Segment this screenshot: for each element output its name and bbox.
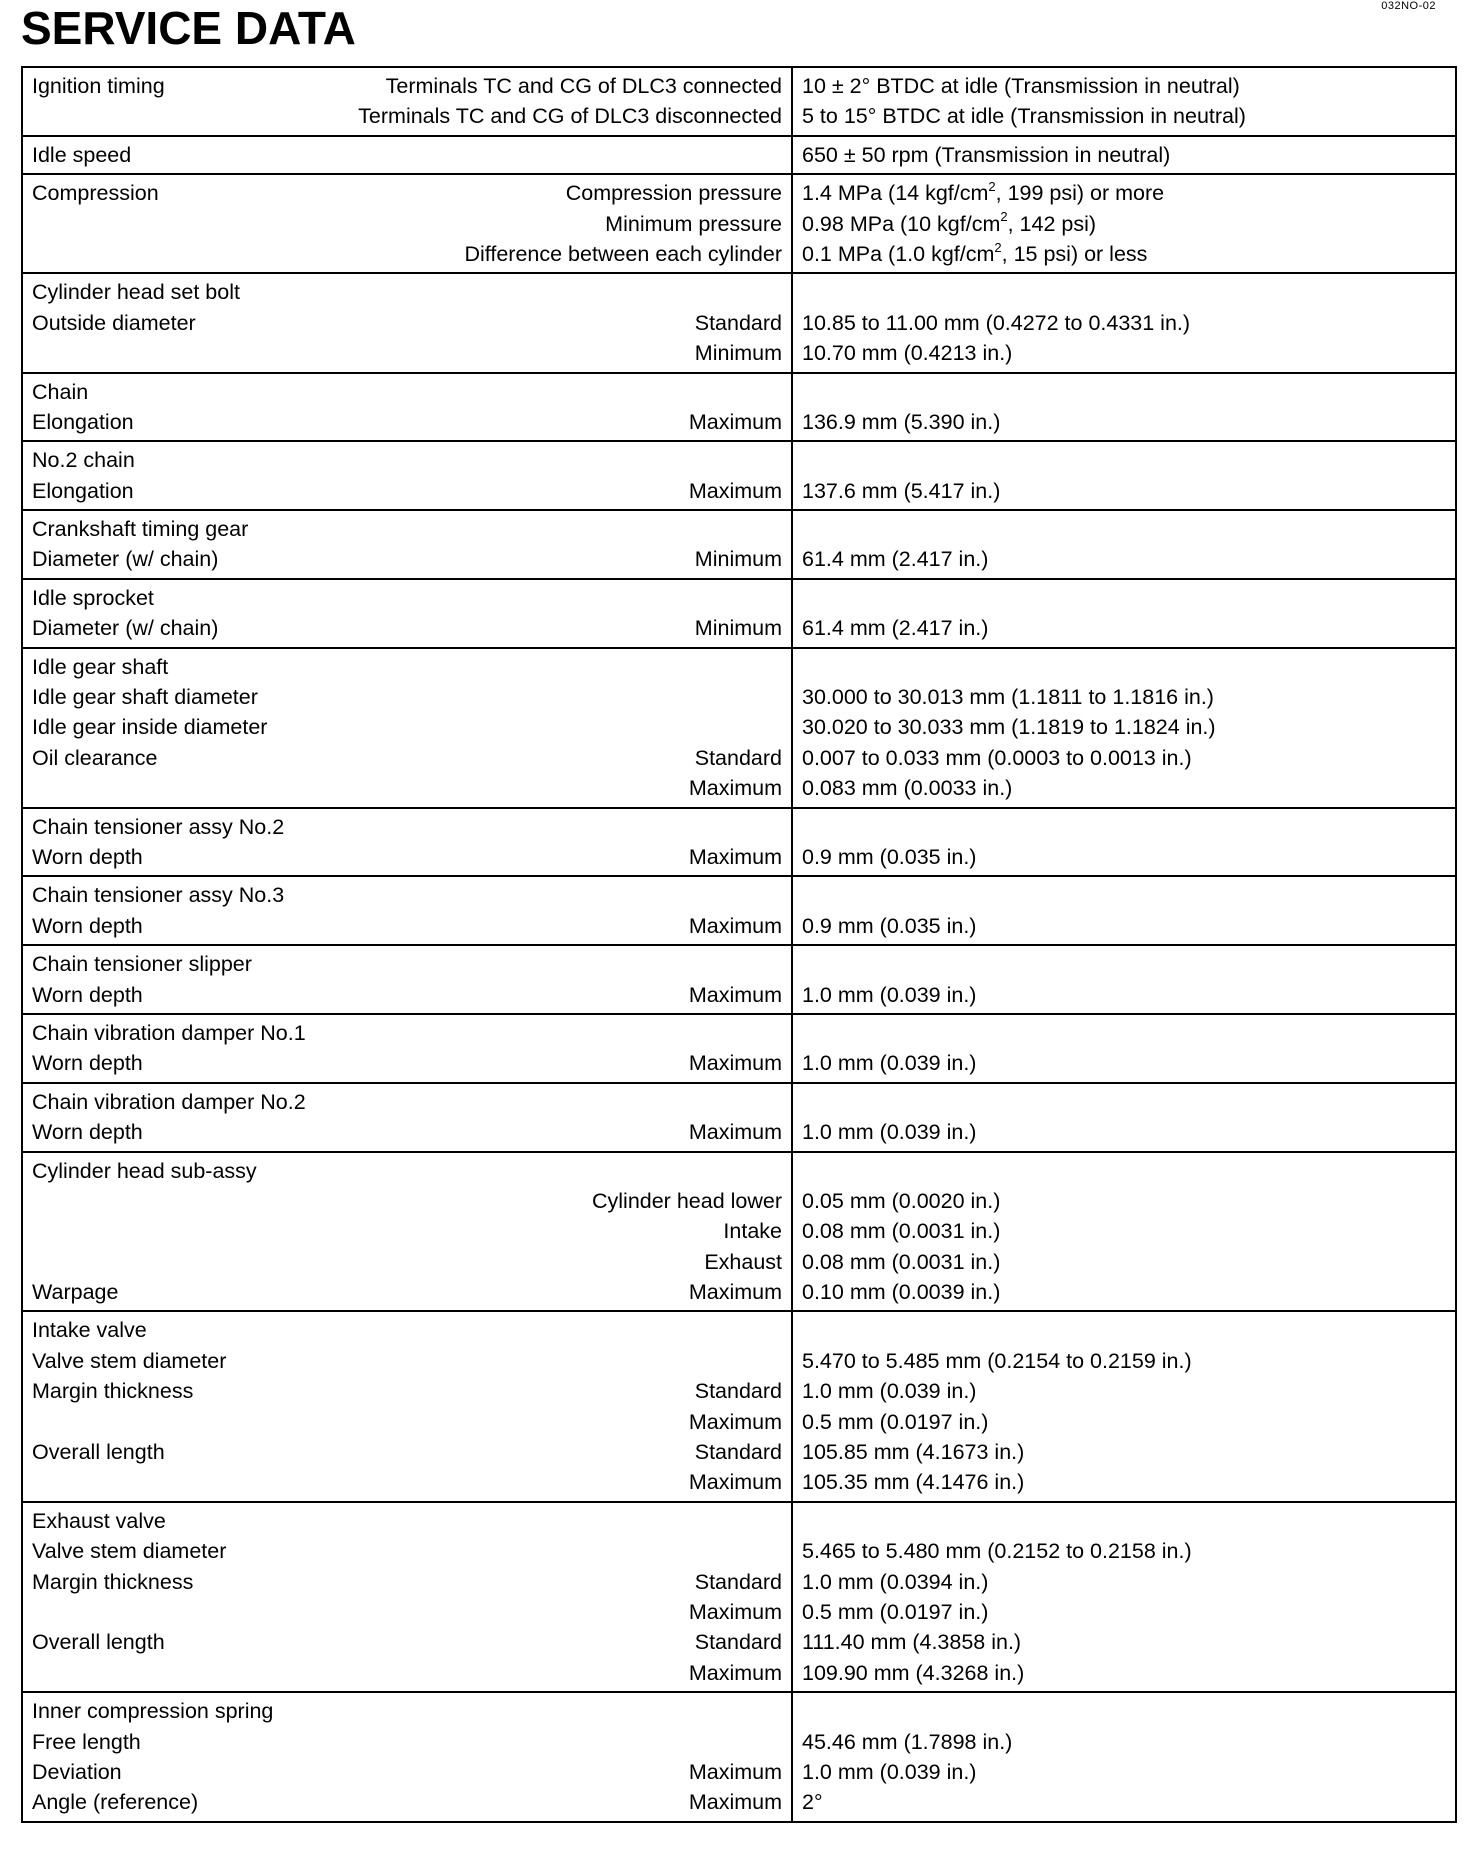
spec-label: Chain (32, 379, 89, 404)
spec-value: 0.9 mm (0.035 in.) (802, 844, 977, 869)
spec-condition: Maximum (688, 1599, 782, 1624)
spec-line (32, 209, 782, 239)
spec-item-cell (22, 808, 792, 877)
spec-condition: Standard (694, 1630, 782, 1655)
spec-value: 111.40 mm (4.3858 in.) (802, 1630, 1022, 1655)
spec-item-cell (22, 1502, 792, 1692)
spec-condition: Maximum (688, 409, 782, 434)
spec-line (32, 1597, 782, 1627)
spec-row (22, 1692, 1456, 1822)
spec-label: Idle gear shaft diameter (32, 685, 258, 710)
spec-line (32, 1757, 782, 1787)
spec-label: Worn depth (32, 982, 143, 1007)
spec-item-cell (22, 1692, 792, 1822)
spec-condition: Maximum (688, 1409, 782, 1434)
spec-value (802, 1315, 1446, 1345)
spec-line (32, 178, 782, 208)
spec-row (22, 1014, 1456, 1083)
spec-condition: Terminals TC and CG of DLC3 connected (385, 74, 782, 98)
spec-condition: Maximum (688, 1120, 782, 1145)
spec-line (32, 1376, 782, 1406)
spec-value (802, 1696, 1446, 1726)
spec-value (802, 652, 1446, 682)
spec-item-cell (22, 510, 792, 579)
spec-label: Overall length (32, 1440, 165, 1465)
spec-label: Intake valve (32, 1318, 147, 1343)
spec-value (802, 949, 1446, 979)
spec-value-cell (792, 1311, 1456, 1501)
spec-condition: Minimum (694, 616, 782, 641)
spec-condition: Maximum (688, 844, 782, 869)
spec-row (22, 510, 1456, 579)
spec-item-cell (22, 1083, 792, 1152)
spec-line (32, 101, 782, 131)
spec-line (32, 880, 782, 910)
spec-line (32, 1087, 782, 1117)
spec-label: Idle sprocket (32, 585, 154, 610)
spec-line (32, 1018, 782, 1048)
spec-label: Chain vibration damper No.2 (32, 1089, 306, 1114)
spec-item-cell (22, 945, 792, 1014)
spec-label: Valve stem diameter (32, 1348, 227, 1373)
spec-condition: Intake (723, 1219, 782, 1244)
spec-row (22, 648, 1456, 808)
spec-value-cell (792, 1692, 1456, 1822)
spec-item-cell (22, 67, 792, 136)
spec-condition: Maximum (688, 1660, 782, 1685)
spec-condition: Maximum (688, 1051, 782, 1076)
spec-label: Worn depth (32, 844, 143, 869)
spec-value-cell (792, 1083, 1456, 1152)
spec-condition: Maximum (688, 913, 782, 938)
spec-row (22, 1502, 1456, 1692)
spec-value: 105.85 mm (4.1673 in.) (802, 1440, 1025, 1465)
spec-line (32, 1467, 782, 1497)
spec-label: Outside diameter (32, 310, 196, 335)
spec-item-cell (22, 273, 792, 372)
spec-label: Cylinder head sub-assy (32, 1158, 257, 1183)
spec-value (802, 1018, 1446, 1048)
spec-value-cell (792, 808, 1456, 877)
spec-condition: Standard (694, 310, 782, 335)
spec-value: 0.08 mm (0.0031 in.) (802, 1249, 1001, 1274)
spec-row (22, 1311, 1456, 1501)
spec-value: 0.5 mm (0.0197 in.) (802, 1409, 989, 1434)
spec-item-cell (22, 1014, 792, 1083)
spec-value (802, 1156, 1446, 1186)
spec-value: 5 to 15° BTDC at idle (Transmission in neutral) (802, 104, 1246, 129)
spec-label: Overall length (32, 1630, 165, 1655)
spec-value (802, 445, 1446, 475)
spec-row (22, 1083, 1456, 1152)
spec-line (32, 239, 782, 269)
spec-value-cell (792, 441, 1456, 510)
spec-value: 1.0 mm (0.039 in.) (802, 982, 977, 1007)
spec-value-cell (792, 136, 1456, 174)
spec-label: Chain tensioner slipper (32, 952, 252, 977)
spec-value: 0.10 mm (0.0039 in.) (802, 1280, 1001, 1305)
spec-line (32, 1048, 782, 1078)
spec-condition: Minimum (694, 341, 782, 366)
spec-line (32, 1277, 782, 1307)
spec-line (32, 1506, 782, 1536)
spec-line (32, 71, 782, 101)
spec-label: Angle (reference) (32, 1790, 199, 1815)
spec-label: Idle speed (32, 142, 132, 167)
spec-line (32, 277, 782, 307)
spec-condition: Terminals TC and CG of DLC3 disconnected (358, 104, 782, 129)
spec-condition: Minimum pressure (605, 211, 782, 236)
spec-value: 10.85 to 11.00 mm (0.4272 to 0.4331 in.) (802, 310, 1191, 335)
spec-line (32, 338, 782, 368)
spec-line (32, 712, 782, 742)
spec-value: 1.0 mm (0.039 in.) (802, 1379, 977, 1404)
spec-value-cell (792, 876, 1456, 945)
spec-value: 1.0 mm (0.039 in.) (802, 1051, 977, 1076)
spec-line (32, 377, 782, 407)
spec-row (22, 945, 1456, 1014)
spec-value: 0.5 mm (0.0197 in.) (802, 1599, 989, 1624)
spec-value-cell (792, 510, 1456, 579)
spec-label: Ignition timing (32, 74, 165, 98)
spec-item-cell (22, 579, 792, 648)
spec-value (802, 812, 1446, 842)
spec-line (32, 514, 782, 544)
spec-value: 2° (802, 1790, 823, 1815)
spec-line (32, 1156, 782, 1186)
superscript: 2 (1000, 209, 1008, 225)
spec-row (22, 808, 1456, 877)
spec-condition: Minimum (694, 547, 782, 572)
spec-label: Diameter (w/ chain) (32, 547, 219, 572)
spec-label: Margin thickness (32, 1379, 194, 1404)
spec-line (32, 1727, 782, 1757)
spec-label: Crankshaft timing gear (32, 517, 249, 542)
spec-line (32, 842, 782, 872)
spec-line (32, 911, 782, 941)
spec-value-cell (792, 1152, 1456, 1312)
spec-line (32, 773, 782, 803)
spec-row (22, 373, 1456, 442)
spec-value-cell (792, 174, 1456, 273)
spec-line (32, 1216, 782, 1246)
spec-value: 61.4 mm (2.417 in.) (802, 616, 989, 641)
spec-line (32, 682, 782, 712)
spec-value-cell (792, 1502, 1456, 1692)
spec-condition: Maximum (688, 982, 782, 1007)
spec-value: 0.007 to 0.033 mm (0.0003 to 0.0013 in.) (802, 745, 1192, 770)
spec-line (32, 1567, 782, 1597)
spec-item-cell (22, 1152, 792, 1312)
spec-line (32, 1627, 782, 1657)
spec-label: Inner compression spring (32, 1699, 274, 1724)
superscript: 2 (988, 179, 996, 195)
spec-condition: Exhaust (704, 1249, 782, 1274)
spec-row (22, 273, 1456, 372)
spec-condition: Maximum (688, 1280, 782, 1305)
spec-value (802, 1506, 1446, 1536)
spec-line (32, 1407, 782, 1437)
service-data-table (21, 66, 1457, 1823)
spec-item-cell (22, 373, 792, 442)
spec-value-cell (792, 1014, 1456, 1083)
spec-line (32, 1658, 782, 1688)
spec-value: 105.35 mm (4.1476 in.) (802, 1470, 1025, 1495)
spec-value: 0.083 mm (0.0033 in.) (802, 776, 1013, 801)
spec-label: No.2 chain (32, 448, 135, 473)
spec-value: 650 ± 50 rpm (Transmission in neutral) (802, 142, 1171, 167)
spec-line (32, 1315, 782, 1345)
spec-row (22, 441, 1456, 510)
spec-condition: Standard (694, 1569, 782, 1594)
spec-line (32, 949, 782, 979)
spec-value: 61.4 mm (2.417 in.) (802, 547, 989, 572)
spec-item-cell (22, 1311, 792, 1501)
spec-line (32, 980, 782, 1010)
spec-label: Exhaust valve (32, 1508, 166, 1533)
spec-line (32, 1536, 782, 1566)
spec-condition: Maximum (688, 1470, 782, 1495)
spec-value: 136.9 mm (5.390 in.) (802, 409, 1001, 434)
service-data-body (22, 67, 1456, 1822)
spec-label: Chain tensioner assy No.2 (32, 814, 285, 839)
spec-value-cell (792, 579, 1456, 648)
superscript: 2 (994, 239, 1002, 255)
spec-label: Margin thickness (32, 1569, 194, 1594)
spec-label: Worn depth (32, 1051, 143, 1076)
spec-value: 137.6 mm (5.417 in.) (802, 478, 1001, 503)
spec-value: 0.98 MPa (10 kgf/$cm^2$, 142 psi) (802, 209, 1097, 236)
spec-line (32, 445, 782, 475)
spec-label: Deviation (32, 1759, 122, 1784)
spec-label: Idle gear shaft (32, 654, 169, 679)
spec-value: 109.90 mm (4.3268 in.) (802, 1660, 1025, 1685)
spec-line (32, 652, 782, 682)
spec-row (22, 876, 1456, 945)
spec-row (22, 136, 1456, 174)
document-code: 032NO-02 (1381, 0, 1436, 12)
spec-line (32, 140, 782, 170)
spec-label: Valve stem diameter (32, 1539, 227, 1564)
spec-condition: Maximum (688, 1759, 782, 1784)
spec-value: 10.70 mm (0.4213 in.) (802, 341, 1013, 366)
spec-label: Diameter (w/ chain) (32, 616, 219, 641)
spec-row (22, 67, 1456, 136)
spec-label: Worn depth (32, 1120, 143, 1145)
spec-value-cell (792, 648, 1456, 808)
spec-condition: Standard (694, 1379, 782, 1404)
spec-row (22, 579, 1456, 648)
spec-line (32, 407, 782, 437)
spec-line (32, 743, 782, 773)
spec-line (32, 308, 782, 338)
spec-value: 45.46 mm (1.7898 in.) (802, 1729, 1013, 1754)
spec-value: 1.0 mm (0.0394 in.) (802, 1569, 989, 1594)
spec-condition: Maximum (688, 776, 782, 801)
spec-value: 0.08 mm (0.0031 in.) (802, 1219, 1001, 1244)
spec-line (32, 1437, 782, 1467)
spec-line (32, 1186, 782, 1216)
spec-line (32, 1247, 782, 1277)
spec-condition: Cylinder head lower (591, 1188, 782, 1213)
spec-item-cell (22, 876, 792, 945)
spec-value: 1.0 mm (0.039 in.) (802, 1120, 977, 1145)
spec-value-cell (792, 945, 1456, 1014)
spec-line (32, 544, 782, 574)
spec-line (32, 476, 782, 506)
spec-line (32, 1696, 782, 1726)
spec-line (32, 613, 782, 643)
spec-label: Free length (32, 1729, 141, 1754)
spec-value-cell (792, 67, 1456, 136)
spec-label: Elongation (32, 478, 134, 503)
spec-label: Cylinder head set bolt (32, 280, 240, 305)
spec-value-cell (792, 273, 1456, 372)
spec-value: 30.020 to 30.033 mm (1.1819 to 1.1824 in.) (802, 715, 1216, 740)
spec-label: Worn depth (32, 913, 143, 938)
spec-item-cell (22, 648, 792, 808)
spec-label: Elongation (32, 409, 134, 434)
spec-item-cell (22, 174, 792, 273)
spec-condition: Compression pressure (565, 181, 782, 206)
spec-condition: Maximum (688, 478, 782, 503)
spec-line (32, 583, 782, 613)
spec-value (802, 1087, 1446, 1117)
spec-label: Chain vibration damper No.1 (32, 1020, 306, 1045)
spec-label: Chain tensioner assy No.3 (32, 883, 285, 908)
spec-value (802, 377, 1446, 407)
spec-value: 5.465 to 5.480 mm (0.2152 to 0.2158 in.) (802, 1539, 1192, 1564)
spec-value: 0.1 MPa (1.0 kgf/$cm^2$, 15 psi) or less (802, 239, 1148, 266)
spec-row (22, 174, 1456, 273)
spec-line (32, 812, 782, 842)
spec-value (802, 880, 1446, 910)
spec-value: 5.470 to 5.485 mm (0.2154 to 0.2159 in.) (802, 1348, 1192, 1373)
spec-label: Idle gear inside diameter (32, 715, 268, 740)
spec-line (32, 1787, 782, 1817)
spec-value-cell (792, 373, 1456, 442)
spec-condition: Standard (694, 1440, 782, 1465)
spec-label: Compression (32, 181, 159, 206)
spec-value: 10 ± 2° BTDC at idle (Transmission in neutral) (802, 74, 1240, 98)
spec-row (22, 1152, 1456, 1312)
spec-line (32, 1117, 782, 1147)
spec-value: 30.000 to 30.013 mm (1.1811 to 1.1816 in.) (802, 685, 1214, 710)
spec-line (32, 1346, 782, 1376)
spec-value: 1.4 MPa (14 kgf/$cm^2$, 199 psi) or more (802, 179, 1165, 206)
spec-condition: Maximum (688, 1790, 782, 1815)
spec-value (802, 583, 1446, 613)
spec-value: 1.0 mm (0.039 in.) (802, 1759, 977, 1784)
spec-label: Oil clearance (32, 745, 158, 770)
spec-label: Warpage (32, 1280, 119, 1305)
spec-value (802, 514, 1446, 544)
spec-item-cell (22, 136, 792, 174)
page-title: SERVICE DATA (21, 2, 356, 54)
spec-condition: Difference between each cylinder (464, 241, 782, 266)
spec-value: 0.9 mm (0.035 in.) (802, 913, 977, 938)
spec-value: 0.05 mm (0.0020 in.) (802, 1188, 1001, 1213)
spec-value (802, 277, 1446, 307)
spec-item-cell (22, 441, 792, 510)
spec-condition: Standard (694, 745, 782, 770)
